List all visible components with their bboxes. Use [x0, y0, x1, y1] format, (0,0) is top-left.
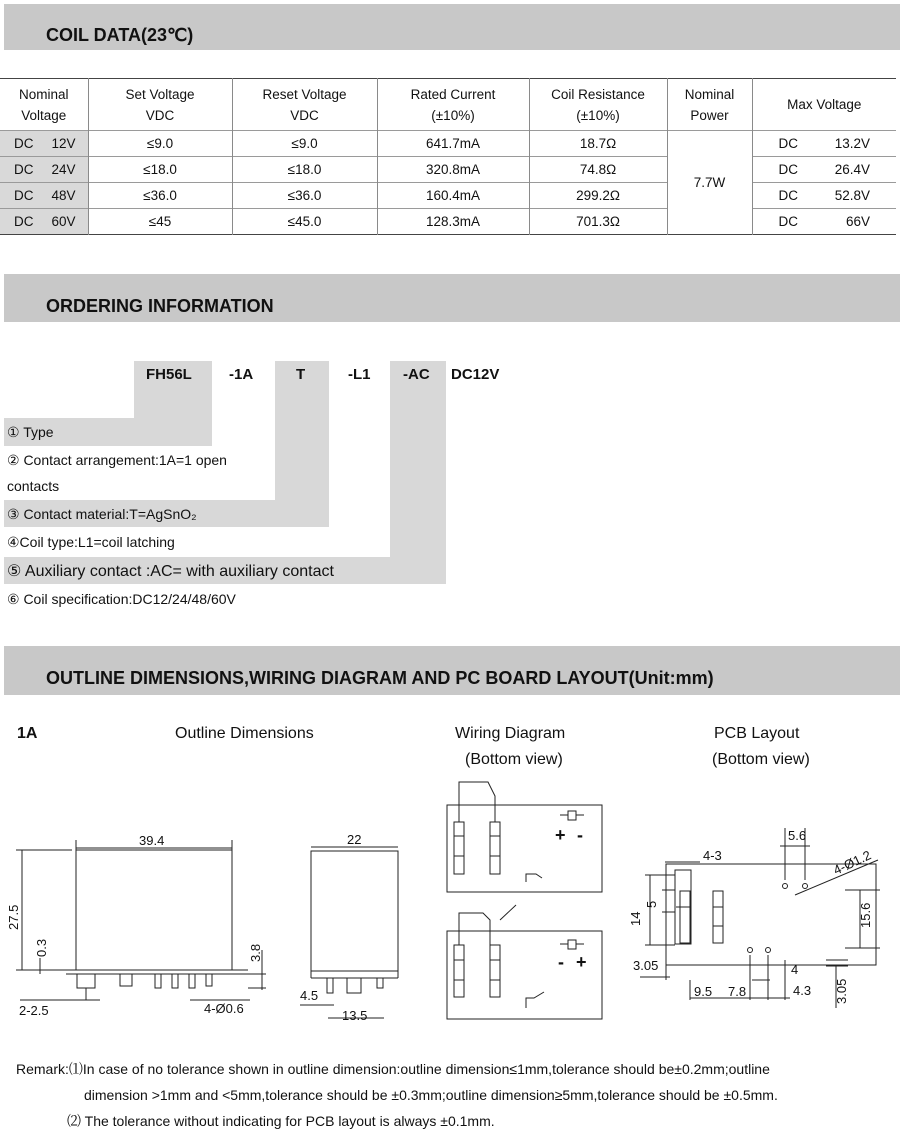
- dim-7-8: 7.8: [728, 984, 747, 999]
- order-item-arrangement-cont: contacts: [7, 478, 60, 494]
- dim-0-3: 0.3: [34, 938, 49, 957]
- dim-2-2-5: 2-2.5: [19, 1003, 49, 1018]
- code-coil-type: -L1: [348, 366, 371, 383]
- max-voltage-cell: DC 13.2V: [752, 131, 896, 157]
- dim-4-3-pitch: 4-3: [703, 848, 722, 863]
- outline-title: OUTLINE DIMENSIONS,WIRING DIAGRAM AND PC BOARD LAYOUT(Unit:mm): [46, 668, 714, 688]
- label-pcb-layout: PCB Layout: [714, 725, 800, 742]
- dim-4-3: 4.3: [793, 983, 812, 998]
- nominal-voltage-cell: DC 60V: [0, 209, 88, 235]
- code-material: T: [296, 366, 306, 383]
- nominal-voltage-cell: DC 48V: [0, 183, 88, 209]
- set-voltage-cell: ≤18.0: [88, 157, 232, 183]
- coil-resistance-cell: 701.3Ω: [529, 209, 667, 235]
- set-voltage-cell: ≤9.0: [88, 131, 232, 157]
- dim-3-05-left: 3.05: [633, 958, 659, 973]
- rated-current-cell: 641.7mA: [377, 131, 529, 157]
- remark-line-2: dimension >1mm and <5mm,tolerance should be ±0.3mm;outline dimension≥5mm,tolerance should be ±0.5mm.: [84, 1087, 778, 1103]
- polarity-plus-top: +: [555, 825, 566, 845]
- dim-4: 4: [791, 962, 799, 977]
- col-header-rated-current: Rated Current (±10%): [377, 79, 529, 131]
- code-coil-spec: DC12V: [451, 366, 500, 383]
- rated-current-cell: 320.8mA: [377, 157, 529, 183]
- dim-27-5: 27.5: [6, 904, 21, 930]
- dim-3-05-right: 3.05: [834, 978, 849, 1004]
- col-header-coil-resistance: Coil Resistance (±10%): [529, 79, 667, 131]
- dim-5: 5: [644, 900, 659, 908]
- nominal-voltage-cell: DC 24V: [0, 157, 88, 183]
- label-1a: 1A: [17, 725, 38, 742]
- max-voltage-cell: DC 26.4V: [752, 157, 896, 183]
- code-arrangement: -1A: [229, 366, 254, 383]
- col-header-reset-voltage: Reset Voltage VDC: [232, 79, 377, 131]
- reset-voltage-cell: ≤18.0: [232, 157, 377, 183]
- reset-voltage-cell: ≤36.0: [232, 183, 377, 209]
- remark-line-3: ⑵ The tolerance without indicating for PCB layout is always ±0.1mm.: [67, 1113, 495, 1129]
- set-voltage-cell: ≤36.0: [88, 183, 232, 209]
- order-item-arrangement: ② Contact arrangement:1A=1 open: [7, 452, 227, 468]
- polarity-plus-bottom: +: [576, 952, 587, 972]
- dim-4-5: 4.5: [300, 988, 319, 1003]
- col-header-nominal-voltage: Nominal Voltage: [0, 79, 88, 131]
- dim-4-phi-0-6: 4-Ø0.6: [204, 1001, 244, 1016]
- rated-current-cell: 128.3mA: [377, 209, 529, 235]
- label-pcb-bottom-view: (Bottom view): [712, 751, 810, 768]
- dim-4-phi-1-2: 4-Ø1.2: [830, 847, 874, 878]
- order-item-auxiliary: ⑤ Auxiliary contact :AC= with auxiliary contact: [7, 563, 334, 580]
- dim-15-6: 15.6: [858, 902, 873, 928]
- remark-line-1: Remark:⑴In case of no tolerance shown in outline dimension:outline dimension≤1mm,tolerance should be±0.2mm;outline: [16, 1061, 770, 1077]
- polarity-minus-bottom: -: [558, 952, 564, 972]
- reset-voltage-cell: ≤9.0: [232, 131, 377, 157]
- nominal-power-cell: 7.7W: [667, 131, 752, 235]
- dim-9-5: 9.5: [694, 984, 713, 999]
- dim-5-6: 5.6: [788, 828, 807, 843]
- coil-resistance-cell: 74.8Ω: [529, 157, 667, 183]
- order-item-coil-spec: ⑥ Coil specification:DC12/24/48/60V: [7, 591, 236, 607]
- code-auxiliary: -AC: [403, 366, 430, 383]
- col-header-set-voltage: Set Voltage VDC: [88, 79, 232, 131]
- ordering-title: ORDERING INFORMATION: [46, 296, 274, 316]
- coil-resistance-cell: 18.7Ω: [529, 131, 667, 157]
- code-type: FH56L: [146, 366, 192, 383]
- set-voltage-cell: ≤45: [88, 209, 232, 235]
- label-wiring-diagram: Wiring Diagram: [455, 725, 566, 742]
- col-header-max-voltage: Max Voltage: [752, 79, 896, 131]
- reset-voltage-cell: ≤45.0: [232, 209, 377, 235]
- dim-14: 14: [628, 911, 643, 926]
- order-item-coil-type: ④Coil type:L1=coil latching: [7, 534, 175, 550]
- order-item-type: ① Type: [7, 424, 54, 440]
- front-view-drawing: [16, 840, 266, 1000]
- nominal-voltage-cell: DC 12V: [0, 131, 88, 157]
- max-voltage-cell: DC 52.8V: [752, 183, 896, 209]
- coil-resistance-cell: 299.2Ω: [529, 183, 667, 209]
- polarity-minus-top: -: [577, 825, 583, 845]
- dim-3-8: 3.8: [248, 943, 263, 962]
- rated-current-cell: 160.4mA: [377, 183, 529, 209]
- dim-13-5: 13.5: [342, 1008, 368, 1023]
- label-wiring-bottom-view: (Bottom view): [465, 751, 563, 768]
- dim-39-4: 39.4: [139, 833, 165, 848]
- max-voltage-cell: DC 66V: [752, 209, 896, 235]
- label-outline-dimensions: Outline Dimensions: [175, 725, 314, 742]
- col-header-nominal-power: Nominal Power: [667, 79, 752, 131]
- order-item-material: ③ Contact material:T=AgSnO₂: [7, 506, 197, 522]
- dimension-labels: [6, 825, 873, 1023]
- dim-22: 22: [347, 832, 362, 847]
- coil-data-title: COIL DATA(23℃): [46, 25, 194, 45]
